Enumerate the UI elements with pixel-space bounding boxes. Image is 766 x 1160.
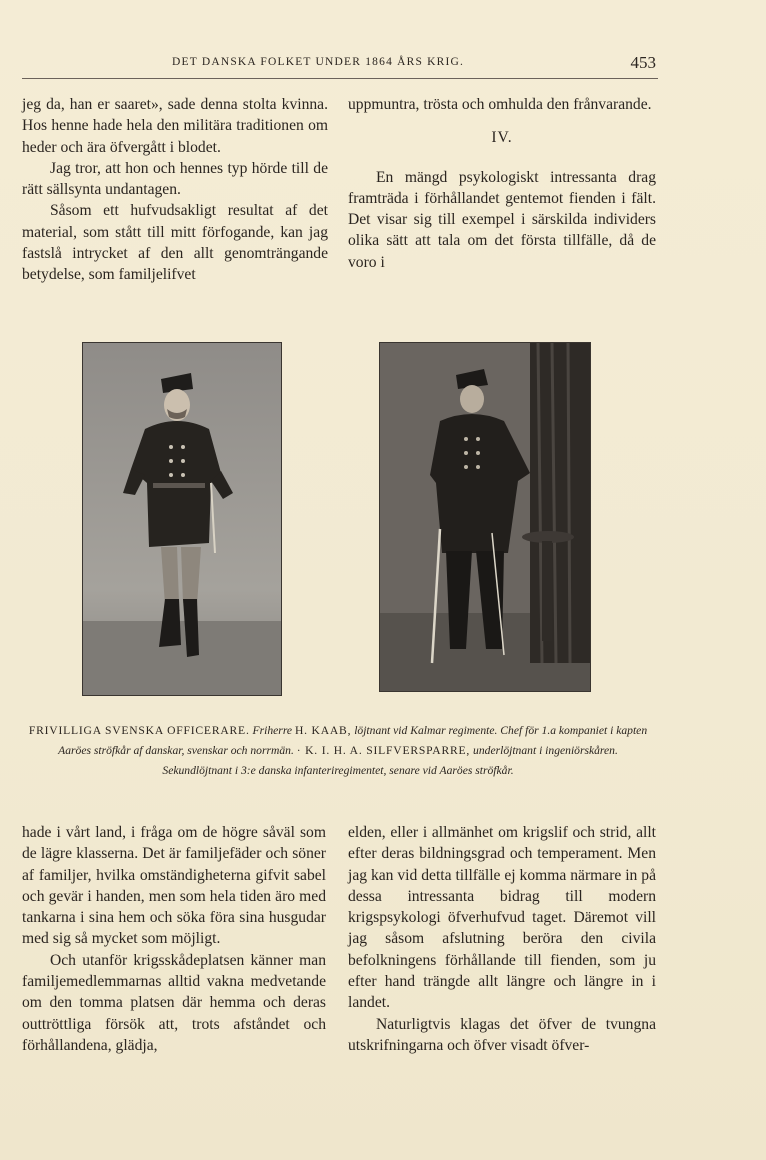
bottom-right-column: [348, 822, 656, 1056]
paragraph: Naturligtvis klagas det öfver de tvungna utskrifningarna och öfver visadt öfver-: [348, 1015, 656, 1054]
caption-text: underlöjtnant i ingeniörskåren.: [473, 744, 618, 757]
bottom-left-column: [22, 822, 326, 1056]
officer-photo-right: [379, 342, 591, 692]
officer-photo-right-image: [380, 343, 590, 691]
paragraph: hade i vårt land, i fråga om de högre såväl som de lägre klasserna. Det är familjefäder och söner af familjer, hvilka omständigheterna gifvit sabel och gevär i handen, men som hela tiden äro med tankarna i sina hem och söka föra sina husgudar med sig så mycket som möjligt.: [22, 824, 326, 948]
officer-photo-left: [82, 342, 282, 696]
running-header: [22, 52, 658, 79]
paragraph: Och utanför krigsskådeplatsen känner man familjemedlemmarnas alltid vakna medvetande om den tomma platsen där hemma och deras outtröttliga försök att, trots afståndet och förhållandena, glädja,: [22, 951, 326, 1054]
caption-text: Friherre: [252, 724, 293, 737]
caption-name: · K. I. H. A. SILFVERSPARRE,: [296, 744, 471, 757]
figure-caption: [28, 721, 648, 781]
section-number: IV.: [491, 129, 513, 147]
paragraph: En mängd psykologiskt intressanta drag framträda i förhållandet gentemot fienden i fält. Det visar sig till exempel i särskilda individers olika sätt att tala om det första tillfälle, då de voro i: [348, 168, 656, 271]
paragraph: Jag tror, att hon och hennes typ hörde till de rätt sällsynta undantagen.: [22, 159, 328, 199]
caption-text: löjtnant vid Kalmar regimente.: [354, 724, 498, 737]
running-title: DET DANSKA FOLKET UNDER 1864 ÅRS KRIG.: [172, 56, 465, 68]
paragraph: uppmuntra, trösta och omhulda den frånvarande.: [348, 96, 652, 113]
page-number: 453: [630, 53, 656, 72]
top-right-column: [348, 94, 656, 273]
caption-text: Chef för 1.a kompaniet i kapten Aaröes ströfkår af danskar, svenskar och norrmän.: [58, 724, 648, 757]
top-left-column: [22, 94, 328, 286]
officer-photo-left-image: [83, 343, 281, 695]
paragraph: elden, eller i allmänhet om krigslif och strid, allt efter deras bildningsgrad och temperament. Men jag kan vid detta tillfälle ej komma närmare in på dessa intressanta bidrag till modern krigspsykologi öfverhufvud taget. Däremot vill jag såsom afslutning beröra den civila befolkningens förhållande till fienden, som ju efter hand trängde allt längre och längre in i landet.: [348, 824, 656, 1012]
paragraph: jeg da, han er saaret», sade denna stolta kvinna. Hos henne hade hela den militära traditionen om heder och ära öfvergått i blodet.: [22, 96, 328, 156]
caption-text: Sekundlöjtnant i 3:e danska infanteriregimentet, senare vid Aaröes ströfkår.: [162, 764, 514, 777]
caption-heading: FRIVILLIGA SVENSKA OFFICERARE.: [28, 724, 250, 737]
paragraph: Såsom ett hufvudsakligt resultat af det material, som stått till mitt förfogande, kan jag fastslå intrycket af den allt genomträngande betydelse, som familjelifvet: [22, 202, 328, 284]
caption-name: H. KAAB,: [294, 724, 352, 737]
